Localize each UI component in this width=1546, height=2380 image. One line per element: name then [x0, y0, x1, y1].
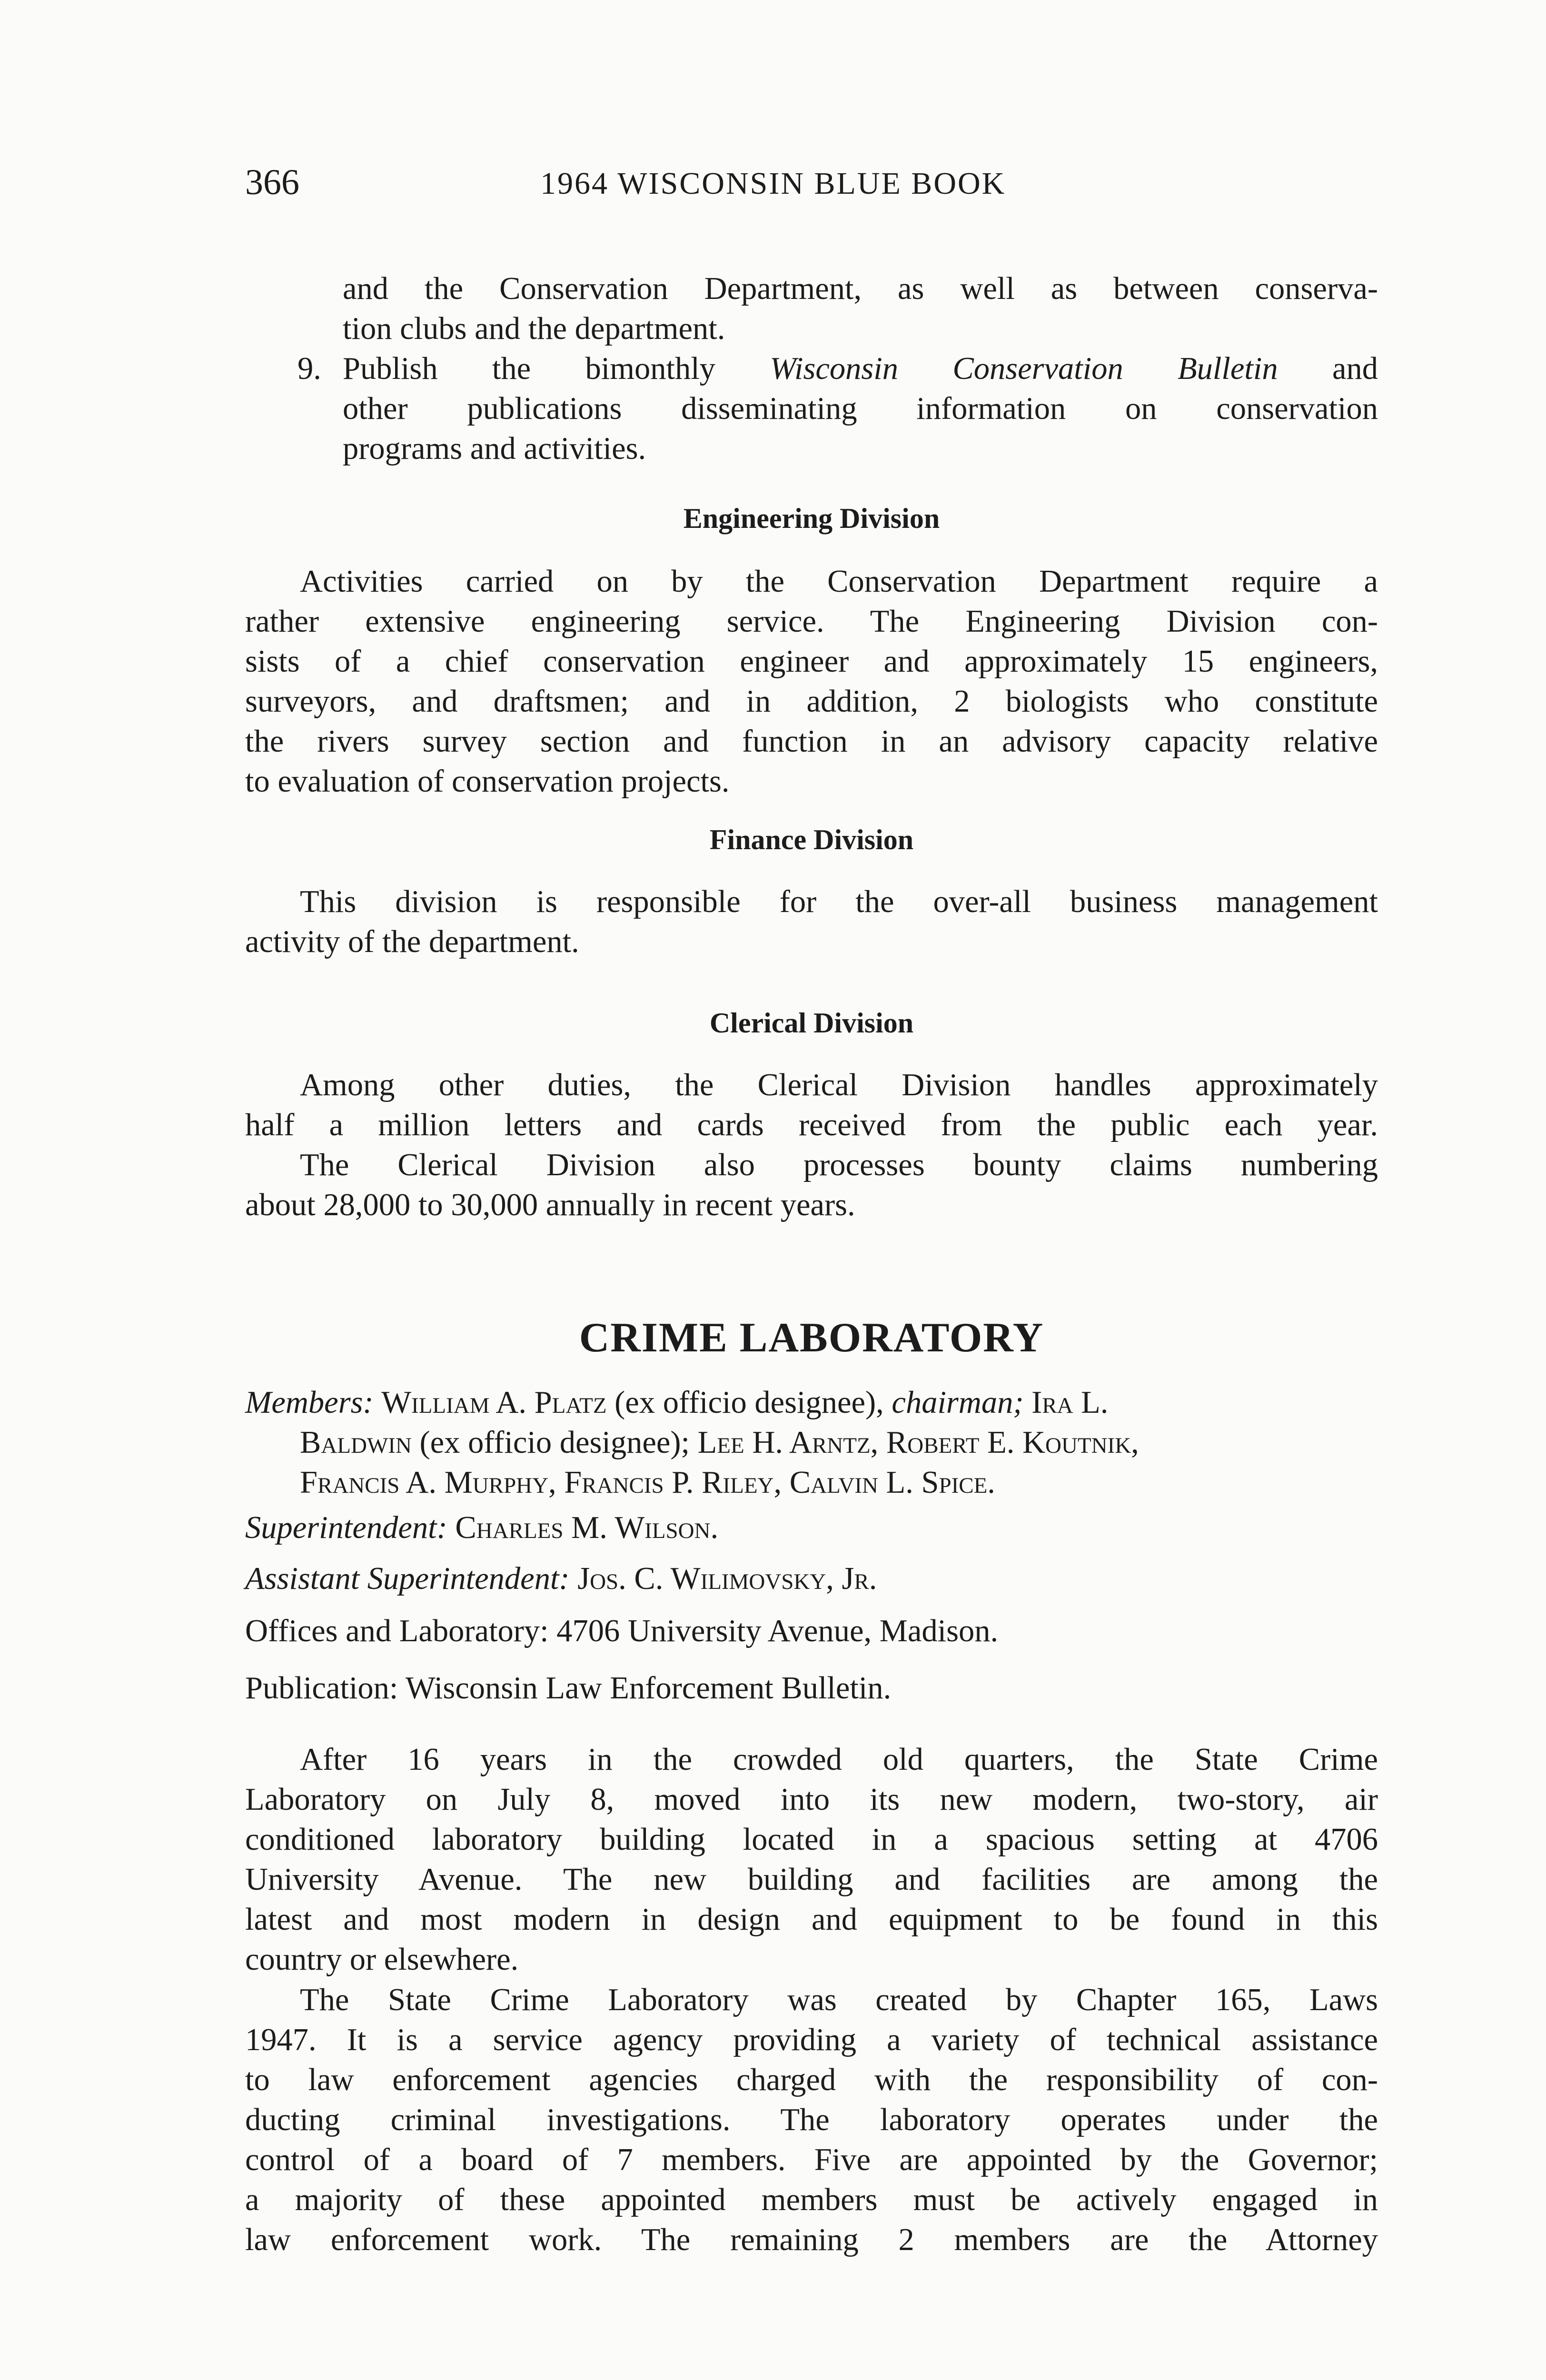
members-label: Members:	[245, 1385, 374, 1420]
text-line: half a million letters and cards received from the public each year.	[245, 1108, 1378, 1142]
text-line: 1947. It is a service agency providing a variety of technical assistance	[245, 2023, 1378, 2057]
list-item-9	[245, 349, 1378, 389]
text-line: Activities carried on by the Conservation Department require a	[300, 564, 1378, 599]
engineering-division-heading: Engineering Division	[683, 503, 940, 534]
members-line	[245, 1383, 1378, 1423]
role-label: chairman;	[892, 1385, 1024, 1420]
text-line: This division is responsible for the over-all business management	[300, 884, 1378, 919]
crime-lab-members	[245, 1383, 1378, 1503]
text-run: (ex officio designee),	[606, 1385, 892, 1420]
assistant-superintendent-label: Assistant Superintendent:	[245, 1561, 570, 1596]
list-item-number: 9.	[297, 351, 321, 386]
list-continuation	[245, 269, 1378, 469]
text-line: Laboratory on July 8, moved into its new modern, two-story, air	[245, 1782, 1378, 1817]
text-line: latest and most modern in design and equipment to be found in this	[245, 1902, 1378, 1937]
text-line: Among other duties, the Clerical Division handles approximately	[300, 1068, 1378, 1102]
page-number: 366	[245, 162, 299, 202]
clerical-division-heading: Clerical Division	[709, 1007, 914, 1039]
offices-line: Offices and Laboratory: 4706 University Avenue, Madison.	[245, 1614, 999, 1648]
text-line: programs and activities.	[343, 431, 646, 466]
text-line: surveyors, and draftsmen; and in addition, 2 biologists who constitute	[245, 684, 1378, 719]
text-line: to evaluation of conservation projects.	[245, 764, 730, 799]
superintendent-name: Charles M. Wilson.	[455, 1510, 719, 1545]
member-name: William A. Platz	[381, 1385, 607, 1420]
member-name: Lee H. Arntz, Robert E. Koutnik,	[697, 1425, 1139, 1460]
text-line: country or elsewhere.	[245, 1942, 519, 1977]
crime-laboratory-title: CRIME LABORATORY	[579, 1315, 1044, 1361]
clerical-division-text	[245, 1065, 1378, 1225]
running-head: 1964 WISCONSIN BLUE BOOK	[540, 166, 1006, 201]
text-line: University Avenue. The new building and facilities are among the	[245, 1862, 1378, 1897]
text-line: rather extensive engineering service. The Engineering Division con-	[245, 604, 1378, 639]
superintendent-label: Superintendent:	[245, 1510, 447, 1545]
member-name: Francis A. Murphy, Francis P. Riley, Calvin L. Spice.	[300, 1465, 995, 1500]
page-header	[245, 162, 1378, 209]
text-line: After 16 years in the crowded old quarters, the State Crime	[300, 1742, 1378, 1777]
text-line: the rivers survey section and function in an advisory capacity relative	[245, 724, 1378, 759]
text-line: The Clerical Division also processes bounty claims numbering	[300, 1148, 1378, 1182]
text-line: to law enforcement agencies charged with the responsibility of con-	[245, 2063, 1378, 2097]
assistant-superintendent-line	[245, 1559, 1378, 1599]
text-line: tion clubs and the department.	[343, 311, 725, 346]
text-line: conditioned laboratory building located in a spacious setting at 4706	[245, 1822, 1378, 1857]
finance-division-heading: Finance Division	[709, 824, 914, 855]
publication-line: Publication: Wisconsin Law Enforcement Bulletin.	[245, 1671, 892, 1706]
text-line: The State Crime Laboratory was created by Chapter 165, Laws	[300, 1983, 1378, 2017]
text-line: ducting criminal investigations. The laboratory operates under the	[245, 2102, 1378, 2137]
engineering-division-text	[245, 562, 1378, 802]
text-line: law enforcement work. The remaining 2 members are the Attorney	[245, 2222, 1378, 2257]
text-line: and the Conservation Department, as well as between conserva-	[343, 271, 1378, 306]
text-line: a majority of these appointed members must be actively engaged in	[245, 2182, 1378, 2217]
text-run: (ex officio designee);	[411, 1425, 698, 1460]
text-run: and	[1278, 351, 1378, 386]
finance-division-text	[245, 882, 1378, 962]
text-line: about 28,000 to 30,000 annually in recent years.	[245, 1188, 855, 1222]
publication-title: Wisconsin Conservation Bulletin	[770, 351, 1278, 386]
text-line: other publications disseminating information on conservation	[343, 391, 1378, 426]
text-line: sists of a chief conservation engineer and approximately 15 engineers,	[245, 644, 1378, 679]
members-line	[245, 1423, 1378, 1463]
assistant-superintendent-name: Jos. C. Wilimovsky, Jr.	[577, 1561, 877, 1596]
text-line: control of a board of 7 members. Five are appointed by the Governor;	[245, 2142, 1378, 2177]
superintendent-line	[245, 1508, 1378, 1548]
text-line: activity of the department.	[245, 924, 579, 959]
member-name: Baldwin	[300, 1425, 412, 1460]
member-name: Ira L.	[1023, 1385, 1109, 1420]
members-line	[245, 1463, 1378, 1503]
crime-lab-paragraph-2	[245, 1980, 1378, 2260]
crime-lab-paragraph-1	[245, 1740, 1378, 1980]
text-run: Publish the bimonthly	[343, 351, 770, 386]
